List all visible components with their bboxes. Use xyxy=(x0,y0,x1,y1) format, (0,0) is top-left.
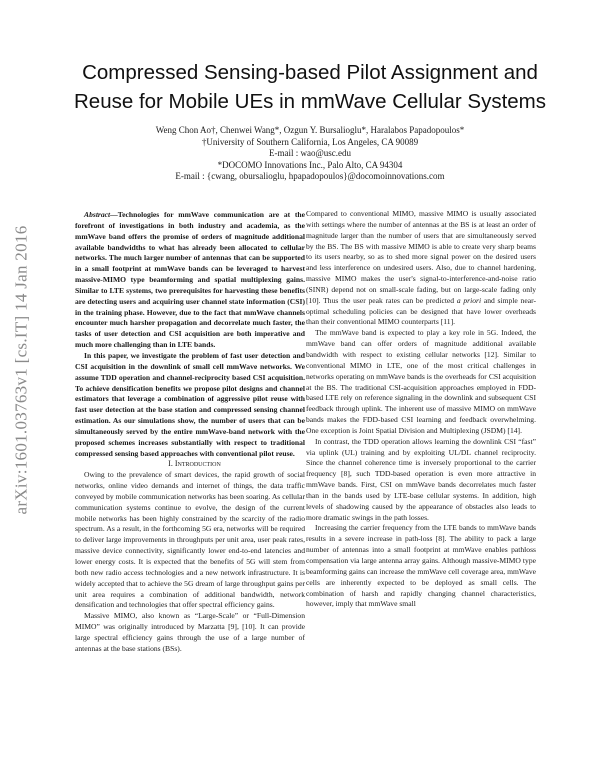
intro-paragraph-1: Owing to the prevalence of smart devices, the rapid growth of social networks, online video demands and internet of things, the data traffic conveyed by mobile communication networks has been soaring. As cellular communication systems continue to evolve, the design of the current mobile networks has been highly constrained by the scarcity of the radio spectrum. As a result, in the forthcoming 5G era, networks will be required to deliver large improvements in throughputs per unit area, user peak rates, massive device connectivity, significantly lower end-to-end latencies and lower energy costs. It is expected that the benefits of 5G will stem from both new radio access technologies and a new network infrastructure. It is widely accepted that to achieve the 5G dream of large throughput gains per unit area requires a combination of additional bandwidth, network densification and technologies that offer spectral efficiency gains. xyxy=(75,470,305,610)
author-block xyxy=(60,125,560,183)
abstract-paragraph-2: In this paper, we investigate the problem of fast user detection and CSI acquisition in the downlink of small cell mmWave networks. We assume TDD operation and channel-reciprocity based CSI acquisition. To achieve densification benefits we propose pilot designs and channel estimators that leverage a combination of aggressive pilot reuse with fast user detection at the base station and compressed sensing channel estimation. As our simulations show, the number of users that can be simultaneously served by the entire mmWave-band network with the proposed schemes increases substantially with respect to traditional compressed sensing based approaches with conventional pilot reuse. xyxy=(75,350,305,458)
abstract-text-1: —Technologies for mmWave communication are at the forefront of investigations in both industry and academia, as the mmWave band offers the promise of orders of magnitude additional available bandwidths to what has already been allocated to cellular networks. The much larger number of antennas that can be supported in a small footprint at mmWave bands can be leveraged to harvest massive-MIMO type beamforming and spatial multiplexing gains. Similar to LTE systems, two prerequisites for harvesting these benefits are detecting users and acquiring user channel state information (CSI) in the training phase. However, due to the fact that mmWave channels encounter much harsher propagation and decorrelate much faster, the tasks of user detection and CSI acquisition are both imperative and much more challenging than in LTE bands. xyxy=(75,210,305,350)
abstract-label: Abstract xyxy=(84,210,111,219)
right-paragraph-1b: and simple near-optimal scheduling policies can be designed that have lower overheads than their conventional MIMO counterparts [11]. xyxy=(306,295,536,327)
abstract-paragraph-1 xyxy=(75,210,305,351)
a-priori-italic: a priori xyxy=(456,295,482,305)
title-line-1: Compressed Sensing-based Pilot Assignment and xyxy=(82,61,538,84)
right-paragraph-1a: Compared to conventional MIMO, massive MIMO is usually associated with settings where the number of antennas at the BS is at least an order of magnitude larger than the number of users that are simultaneously served by the BS. The BS with massive MIMO is able to create very sharp beams to its users nearby, so as to shed more signal power on the desired users and less interference on undesired users. Also, due to channel hardening, massive MIMO makes the user's signal-to-interference-and-noise ratio (SINR) depend not on small-scale fading, but on large-scale fading only [10]. Thus the user peak rates can be predicted xyxy=(306,209,536,305)
arxiv-sidebar xyxy=(4,170,40,570)
author-names: Weng Chon Ao†, Chenwei Wang*, Ozgun Y. Bursalioglu*, Haralabos Papadopoulos* xyxy=(155,125,465,135)
left-column xyxy=(75,210,305,655)
section-heading-introduction: I. Introduction xyxy=(168,459,221,469)
title-line-2: Reuse for Mobile UEs in mmWave Cellular Systems xyxy=(73,90,546,113)
email-2: E-mail : {cwang, obursalioglu, hpapadopoulos}@docomoinnovations.com xyxy=(175,171,445,181)
right-paragraph-2: The mmWave band is expected to play a key role in 5G. Indeed, the mmWave band can offer orders of magnitude additional available bandwidth with respect to existing cellular networks [12]. Similar to conventional MIMO in LTE, one of the most critical challenges in networks operating on mmWave bands is the overheads for CSI acquisition at the BS. The traditional CSI-acquisition approaches employed in FDD-based LTE rely on reference signaling in the downlink and subsequent CSI feedback through uplink. The inherent use of massive MIMO on mmWave bands makes the FDD-based CSI learning and feedback overwhelming. One exception is Joint Spatial Division and Multiplexing (JSDM) [14]. xyxy=(306,328,536,435)
affiliation-2: *DOCOMO Innovations Inc., Palo Alto, CA 94304 xyxy=(217,159,403,170)
email-1: E-mail : wao@usc.edu xyxy=(268,148,351,158)
right-paragraph-3: In contrast, the TDD operation allows learning the downlink CSI “fast” via uplink (UL) training and by exploiting UL/DL channel reciprocity. Since the channel coherence time is inversely proportional to the carrier frequency [8], such TDD-based operation is even more attractive in mmWave bands. First, CSI on mmWave bands decorrelates much faster than in the bands used by LTE-base cellular systems. In addition, high levels of shadowing caused by the appearance of obstacles also leads to more dramatic swings in the path losses. xyxy=(306,436,536,522)
right-paragraph-4: Increasing the carrier frequency from the LTE bands to mmWave bands results in a severe increase in path-loss [8]. The ability to pack a large number of antennas into a small footprint at mmWave enables pathloss compensation via large antenna array gains. Although massive-MIMO type beamforming gains can increase the mmWave cell coverage area, mmWave cells are inherently expected to be deployed as small cells. The combination of harsh and rapidly changing channel characteristics, however, imply that mmWave small xyxy=(306,523,536,609)
arxiv-identifier: arXiv:1601.03763v1 [cs.IT] 14 Jan 2016 xyxy=(12,225,31,515)
right-column xyxy=(306,209,536,610)
right-paragraph-1 xyxy=(306,209,536,328)
affiliation-1: †University of Southern California, Los Angeles, CA 90089 xyxy=(201,136,419,147)
intro-paragraph-2: Massive MIMO, also known as “Large-Scale” or “Full-Dimension MIMO” was originally introduced by Marzatta [9], [10]. It can provide large spectral efficiency gains through the use of a large number of antennas at the base stations (BSs). xyxy=(75,611,305,653)
paper-title xyxy=(40,58,580,116)
